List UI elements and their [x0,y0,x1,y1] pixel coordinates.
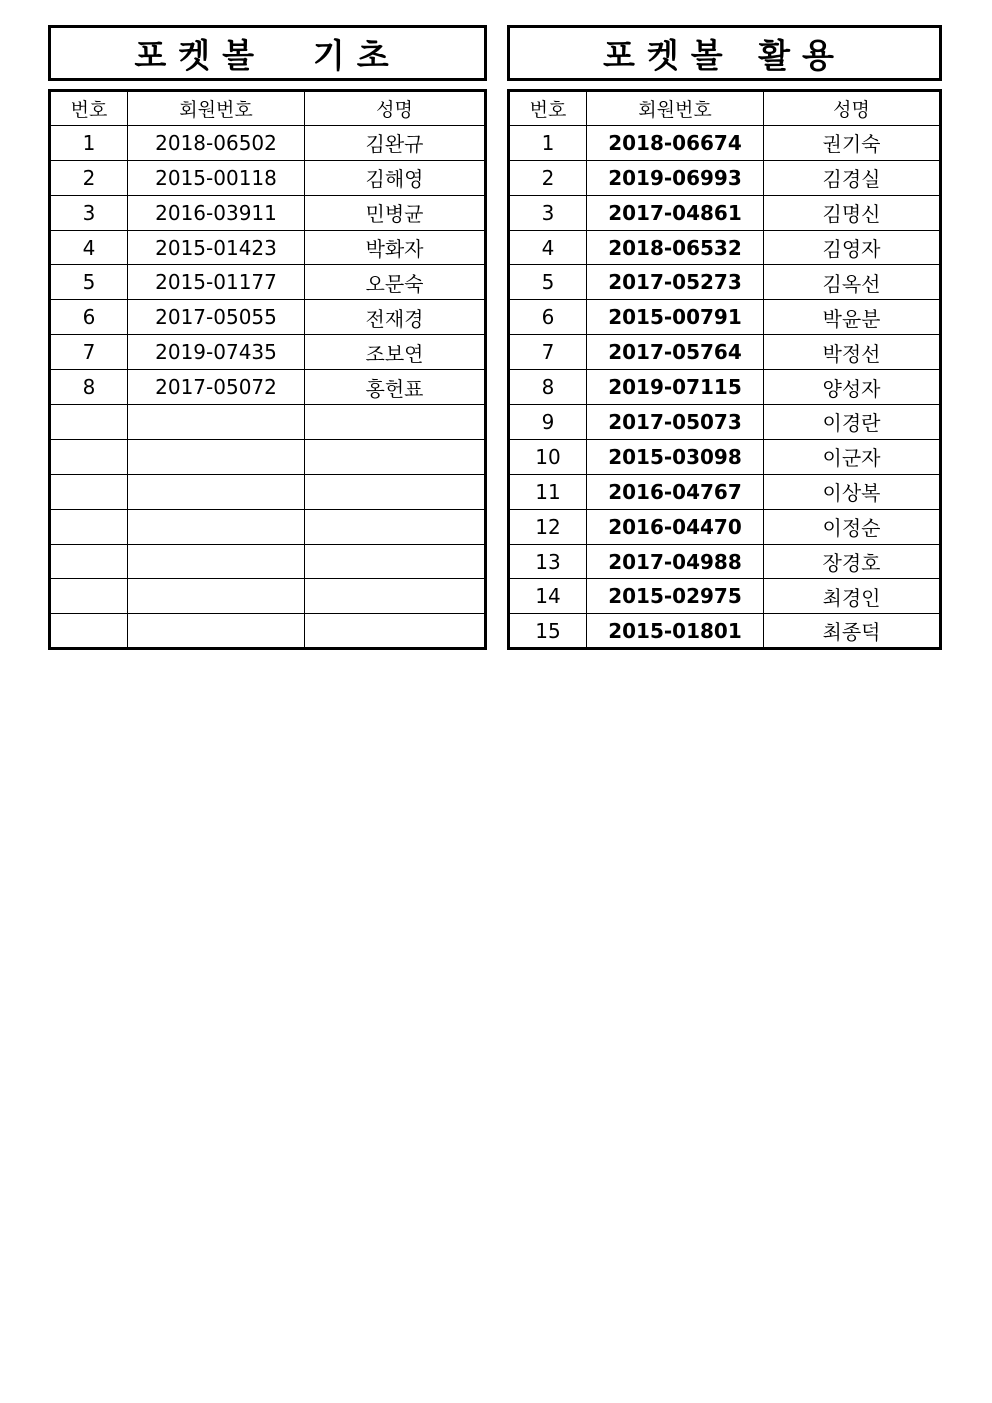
cell-number: 8 [509,370,587,405]
cell-name: 김옥선 [764,265,941,300]
table-row [50,579,486,614]
table-row [509,160,941,195]
member-id: 2017-05072 [128,370,305,405]
table-row [50,544,486,579]
table-row [509,474,941,509]
member-id: 2015-00118 [128,160,305,195]
cell-name: 민병균 [305,195,486,230]
member-id: 2017-04861 [587,195,764,230]
advanced-class-title: 포켓볼 활용 [507,25,942,81]
member-id: 2018-06502 [128,125,305,160]
cell-name [305,474,486,509]
cell-number: 2 [509,160,587,195]
cell-name [305,614,486,649]
table-row [50,160,486,195]
cell-name: 최경인 [764,579,941,614]
cell-number: 13 [509,544,587,579]
table-row [509,579,941,614]
cell-name: 김영자 [764,230,941,265]
table-header-row [509,91,941,126]
table-row [50,474,486,509]
table-row [50,370,486,405]
member-id: 2015-01801 [587,614,764,649]
basic-class-panel [48,25,487,401]
cell-number [50,474,128,509]
cell-name: 김해영 [305,160,486,195]
table-row [50,125,486,160]
header-member-id: 회원번호 [128,91,305,126]
cell-number: 2 [50,160,128,195]
table-row [50,439,486,474]
header-number: 번호 [50,91,128,126]
cell-number: 4 [50,230,128,265]
cell-number: 1 [50,125,128,160]
member-id: 2019-07115 [587,370,764,405]
table-row [509,439,941,474]
advanced-roster-table [507,89,942,650]
cell-number: 5 [509,265,587,300]
cell-name [305,439,486,474]
cell-number: 15 [509,614,587,649]
cell-number: 14 [509,579,587,614]
table-row [509,125,941,160]
table-row [50,300,486,335]
member-id: 2019-06993 [587,160,764,195]
member-id: 2017-05073 [587,405,764,440]
table-row [50,405,486,440]
cell-name: 홍헌표 [305,370,486,405]
advanced-class-panel [507,25,942,645]
member-id [128,405,305,440]
table-row [50,509,486,544]
cell-number: 1 [509,125,587,160]
cell-number: 6 [509,300,587,335]
basic-class-title: 포켓볼 기초 [48,25,487,81]
cell-name: 이정순 [764,509,941,544]
cell-number: 10 [509,439,587,474]
cell-name: 박윤분 [764,300,941,335]
member-id [128,544,305,579]
cell-name: 오문숙 [305,265,486,300]
member-id: 2017-05055 [128,300,305,335]
cell-name: 김완규 [305,125,486,160]
cell-number [50,439,128,474]
cell-name [305,544,486,579]
member-id [128,579,305,614]
cell-number [50,614,128,649]
cell-number: 3 [50,195,128,230]
cell-number: 7 [50,335,128,370]
table-row [50,614,486,649]
cell-number: 4 [509,230,587,265]
cell-name: 김명신 [764,195,941,230]
cell-name: 권기숙 [764,125,941,160]
cell-number: 6 [50,300,128,335]
cell-number: 8 [50,370,128,405]
table-row [509,509,941,544]
cell-number [50,405,128,440]
table-row [509,544,941,579]
member-id: 2015-00791 [587,300,764,335]
member-id: 2017-05273 [587,265,764,300]
member-id: 2019-07435 [128,335,305,370]
cell-name [305,509,486,544]
table-row [509,195,941,230]
cell-name: 이상복 [764,474,941,509]
table-row [509,265,941,300]
cell-number [50,544,128,579]
member-id: 2016-03911 [128,195,305,230]
cell-number: 7 [509,335,587,370]
member-id [128,474,305,509]
table-row [509,300,941,335]
cell-name: 이경란 [764,405,941,440]
table-row [509,335,941,370]
cell-number: 3 [509,195,587,230]
header-number: 번호 [509,91,587,126]
cell-name [305,405,486,440]
table-row [509,230,941,265]
table-header-row [50,91,486,126]
cell-name: 박화자 [305,230,486,265]
cell-name: 양성자 [764,370,941,405]
table-row [509,405,941,440]
member-id: 2015-01423 [128,230,305,265]
table-row [509,614,941,649]
cell-name: 박정선 [764,335,941,370]
cell-name: 최종덕 [764,614,941,649]
cell-number [50,509,128,544]
cell-number: 5 [50,265,128,300]
cell-name [305,579,486,614]
member-id: 2018-06674 [587,125,764,160]
cell-number [50,579,128,614]
member-id [128,509,305,544]
member-id: 2016-04767 [587,474,764,509]
cell-name: 김경실 [764,160,941,195]
basic-roster-table [48,89,487,650]
member-id: 2015-02975 [587,579,764,614]
cell-name: 장경호 [764,544,941,579]
member-id: 2017-04988 [587,544,764,579]
cell-name: 전재경 [305,300,486,335]
cell-number: 12 [509,509,587,544]
cell-name: 이군자 [764,439,941,474]
header-name: 성명 [764,91,941,126]
table-row [50,230,486,265]
table-row [50,265,486,300]
member-id: 2017-05764 [587,335,764,370]
cell-number: 11 [509,474,587,509]
table-row [509,370,941,405]
table-row [50,335,486,370]
member-id: 2015-03098 [587,439,764,474]
cell-name: 조보연 [305,335,486,370]
member-id: 2018-06532 [587,230,764,265]
member-id: 2015-01177 [128,265,305,300]
cell-number: 9 [509,405,587,440]
member-id [128,439,305,474]
member-id [128,614,305,649]
header-name: 성명 [305,91,486,126]
table-row [50,195,486,230]
member-id: 2016-04470 [587,509,764,544]
header-member-id: 회원번호 [587,91,764,126]
